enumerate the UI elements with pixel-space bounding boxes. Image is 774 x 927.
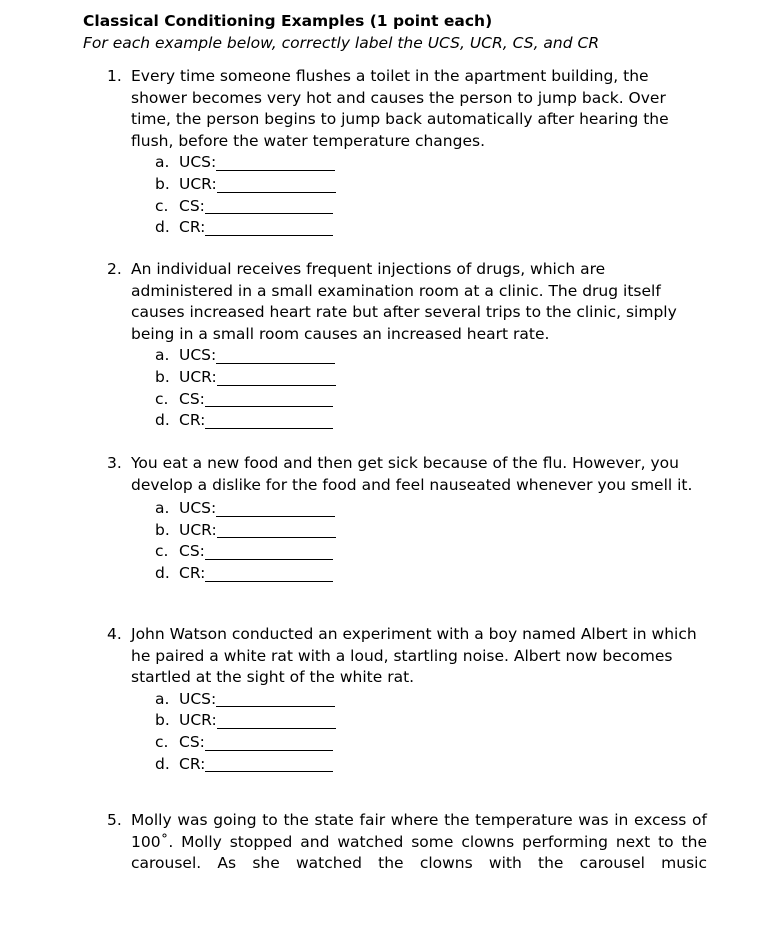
answer-label: CR:	[179, 218, 206, 237]
answer-letter: b.	[155, 711, 170, 730]
answer-cs	[155, 389, 707, 411]
answer-cs	[155, 541, 707, 563]
question-number: 5.	[107, 811, 122, 829]
question-number: 2.	[107, 260, 122, 278]
answer-blank-line[interactable]	[217, 370, 336, 386]
answer-blank-line[interactable]	[217, 713, 336, 729]
answer-label: CS:	[179, 542, 205, 561]
answer-ucs	[155, 345, 707, 367]
answer-blank-line[interactable]	[205, 413, 333, 429]
answer-blank-line[interactable]	[205, 391, 333, 407]
question-4	[107, 624, 707, 775]
answer-blanks	[155, 152, 707, 238]
answer-letter: d.	[155, 411, 170, 430]
answer-ucs	[155, 689, 707, 711]
answer-ucs	[155, 498, 707, 520]
answer-label: CR:	[179, 563, 206, 582]
answer-label: UCS:	[179, 689, 217, 708]
question-text: Molly was going to the state fair where the temperature was in excess of 100˚. Molly stopped and watched some clowns performing next to the carousel. As she watched the clowns with the carousel music	[131, 811, 707, 873]
answer-blank-line[interactable]	[217, 177, 336, 193]
answer-ucr	[155, 520, 707, 542]
worksheet-instructions: For each example below, correctly label the UCS, UCR, CS, and CR	[83, 34, 600, 52]
answer-letter: b.	[155, 367, 170, 386]
answer-blank-line[interactable]	[205, 220, 333, 236]
answer-ucs	[155, 152, 707, 174]
answer-blank-line[interactable]	[216, 348, 335, 364]
answer-cr	[155, 563, 707, 585]
answer-letter: d.	[155, 754, 170, 773]
question-5	[107, 810, 707, 875]
worksheet-title: Classical Conditioning Examples (1 point each)	[83, 12, 493, 30]
answer-cr	[155, 410, 707, 432]
answer-letter: b.	[155, 174, 170, 193]
answer-blank-line[interactable]	[205, 756, 333, 772]
question-2	[107, 259, 707, 432]
answer-label: CR:	[179, 411, 206, 430]
answer-ucr	[155, 174, 707, 196]
answer-letter: d.	[155, 563, 170, 582]
answer-label: CS:	[179, 196, 205, 215]
answer-letter: a.	[155, 499, 170, 518]
question-number: 3.	[107, 454, 122, 472]
answer-blank-line[interactable]	[216, 501, 335, 517]
answer-blank-line[interactable]	[217, 522, 336, 538]
answer-blank-line[interactable]	[205, 198, 333, 214]
question-number: 4.	[107, 625, 122, 643]
answer-label: UCR:	[179, 520, 217, 539]
answer-letter: c.	[155, 732, 169, 751]
answer-letter: c.	[155, 542, 169, 561]
answer-label: CR:	[179, 754, 206, 773]
answer-letter: c.	[155, 389, 169, 408]
answer-label: CS:	[179, 732, 205, 751]
question-text: An individual receives frequent injections of drugs, which are administered in a small examination room at a clinic. The drug itself causes increased heart rate but after several trips to the clinic, simply being in a small room causes an increased heart rate.	[131, 260, 677, 343]
answer-blank-line[interactable]	[216, 155, 335, 171]
answer-blank-line[interactable]	[205, 735, 333, 751]
answer-letter: d.	[155, 218, 170, 237]
answer-letter: a.	[155, 346, 170, 365]
answer-ucr	[155, 367, 707, 389]
answer-blank-line[interactable]	[205, 544, 333, 560]
question-1	[107, 66, 707, 239]
answer-letter: c.	[155, 196, 169, 215]
answer-label: UCR:	[179, 367, 217, 386]
answer-label: CS:	[179, 389, 205, 408]
answer-letter: b.	[155, 520, 170, 539]
answer-blanks	[155, 345, 707, 431]
answer-cs	[155, 196, 707, 218]
answer-cr	[155, 754, 707, 776]
answer-blank-line[interactable]	[216, 691, 335, 707]
answer-blanks	[155, 498, 707, 584]
answer-ucr	[155, 710, 707, 732]
answer-label: UCR:	[179, 711, 217, 730]
question-text: Every time someone flushes a toilet in the apartment building, the shower becomes very hot and causes the person to jump back. Over time, the person begins to jump back automatically after hearing the flush, before the water temperature changes.	[131, 67, 669, 150]
answer-cs	[155, 732, 707, 754]
answer-letter: a.	[155, 153, 170, 172]
question-text: You eat a new food and then get sick because of the flu. However, you develop a dislike for the food and feel nauseated whenever you smell it.	[131, 454, 693, 494]
answer-blank-line[interactable]	[205, 566, 333, 582]
answer-blanks	[155, 689, 707, 775]
question-text: John Watson conducted an experiment with a boy named Albert in which he paired a white rat with a loud, startling noise. Albert now becomes startled at the sight of the white rat.	[131, 625, 697, 687]
question-number: 1.	[107, 67, 122, 85]
answer-label: UCR:	[179, 174, 217, 193]
answer-label: UCS:	[179, 346, 217, 365]
question-3	[107, 453, 707, 585]
answer-cr	[155, 217, 707, 239]
answer-label: UCS:	[179, 499, 217, 518]
answer-letter: a.	[155, 689, 170, 708]
answer-label: UCS:	[179, 153, 217, 172]
